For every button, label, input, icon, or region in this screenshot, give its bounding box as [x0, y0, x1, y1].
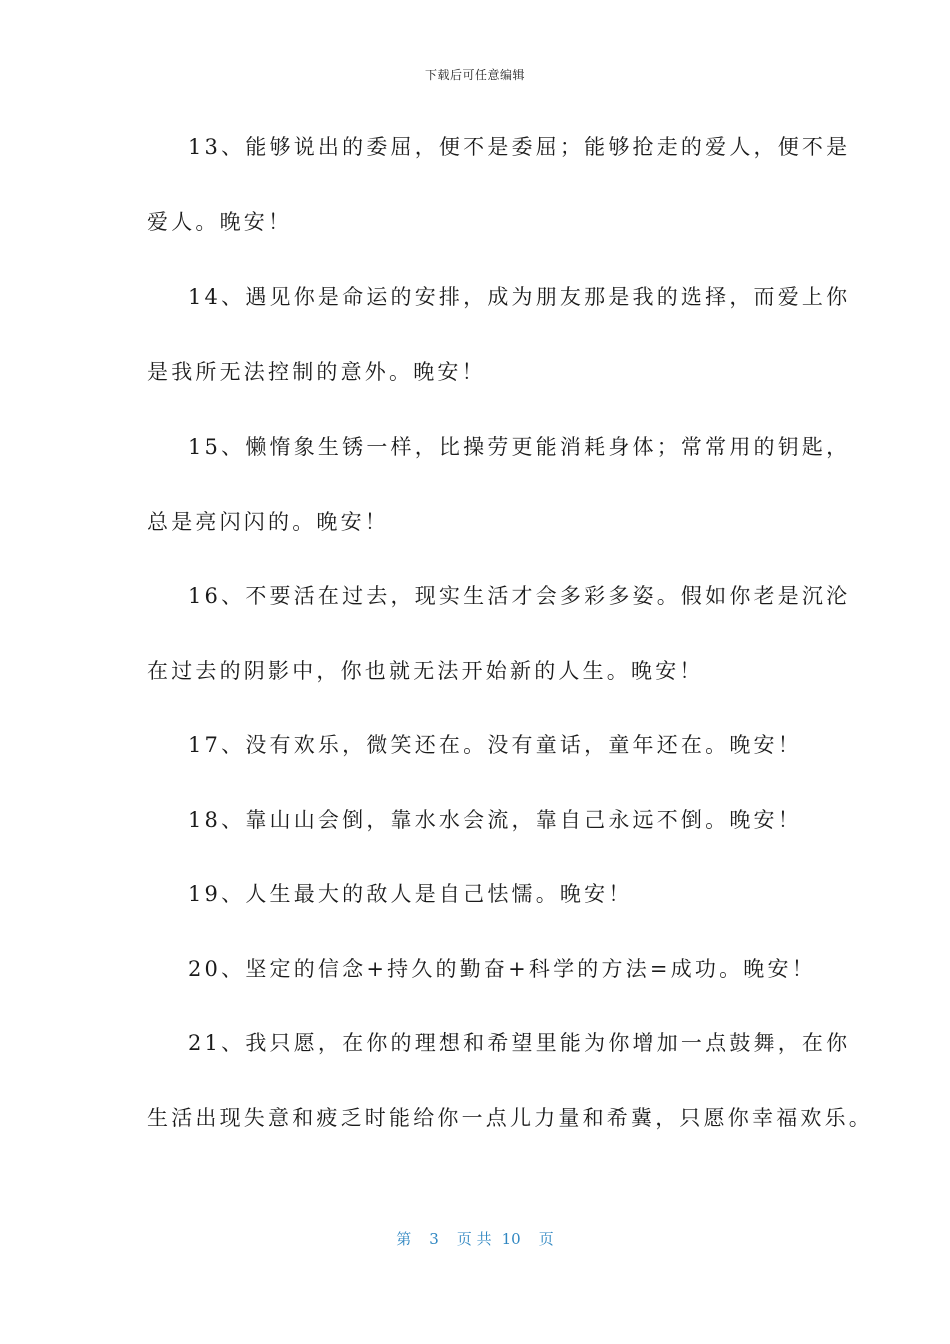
page-footer	[0, 1228, 950, 1249]
paragraph-15-line-1: 15、懒惰象生锈一样，比操劳更能消耗身体；常常用的钥匙，	[188, 435, 851, 459]
paragraph-14-line-1: 14、遇见你是命运的安排，成为朋友那是我的选择，而爱上你	[188, 285, 851, 309]
footer-page-number: 3	[429, 1230, 439, 1248]
paragraph-13-line-2: 爱人。晚安！	[147, 210, 293, 234]
paragraph-19-line-1: 19、人生最大的敌人是自己怯懦。晚安！	[188, 882, 633, 906]
paragraph-18-line-1: 18、靠山山会倒，靠水水会流，靠自己永远不倒。晚安！	[188, 808, 802, 832]
paragraph-21-line-2: 生活出现失意和疲乏时能给你一点儿力量和希冀，只愿你幸福欢乐。	[147, 1106, 873, 1130]
paragraph-15-line-2: 总是亮闪闪的。晚安！	[147, 510, 389, 534]
paragraph-16-line-2: 在过去的阴影中，你也就无法开始新的人生。晚安！	[147, 659, 704, 683]
footer-suffix: 页	[538, 1230, 554, 1248]
paragraph-16-line-1: 16、不要活在过去，现实生活才会多彩多姿。假如你老是沉沦	[188, 584, 851, 608]
paragraph-17-line-1: 17、没有欢乐，微笑还在。没有童话，童年还在。晚安！	[188, 733, 802, 757]
footer-total-pages: 10	[501, 1230, 521, 1248]
paragraph-14-line-2: 是我所无法控制的意外。晚安！	[147, 360, 486, 384]
paragraph-21-line-1: 21、我只愿，在你的理想和希望里能为你增加一点鼓舞，在你	[188, 1031, 851, 1055]
paragraph-20-line-1: 20、坚定的信念+持久的勤奋+科学的方法=成功。晚安！	[188, 957, 816, 981]
footer-prefix: 第	[396, 1230, 412, 1248]
paragraph-13-line-1: 13、能够说出的委屈，便不是委屈；能够抢走的爱人，便不是	[188, 135, 851, 159]
page-header-note: 下载后可任意编辑	[424, 68, 525, 82]
footer-middle: 页 共	[456, 1230, 492, 1248]
